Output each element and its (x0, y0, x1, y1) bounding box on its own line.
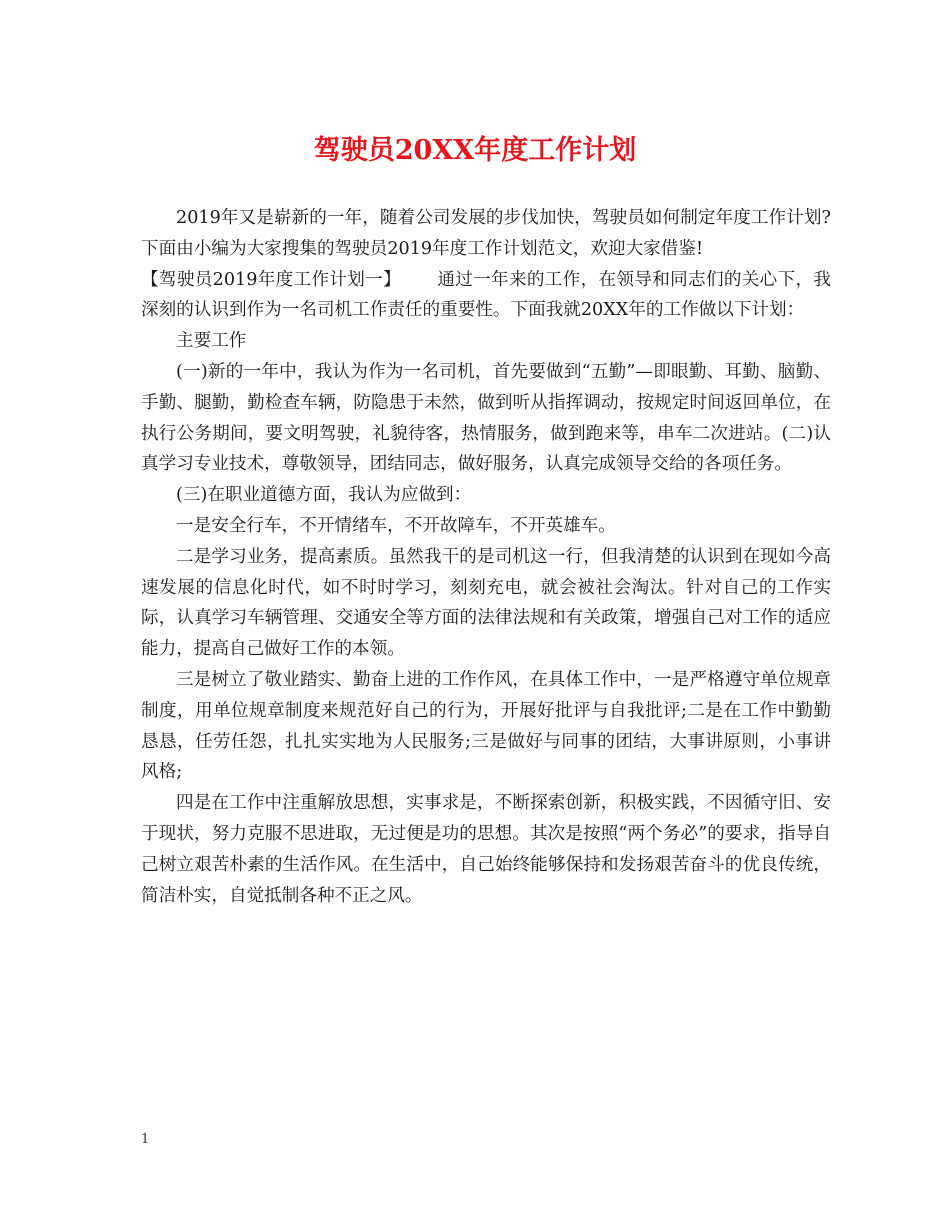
body-paragraph-1: (一)新的一年中，我认为作为一名司机，首先要做到“五勤”—即眼勤、耳勤、脑勤、手勤、腿勤，勤检查车辆，防隐患于未然，做到听从指挥调动，按规定时间返回单位，在执行公务期间，要文明驾驶，礼貌待客，热情服务，做到跑来等，串车二次进站。(二)认真学习专业技术，尊敬领导，团结同志，做好服务，认真完成领导交给的各项任务。 (141, 361, 831, 475)
body-paragraph-3: 一是安全行车，不开情绪车，不开故障车，不开英雄车。 (176, 515, 616, 536)
body-paragraph-5: 三是树立了敬业踏实、勤奋上进的工作作风，在具体工作中，一是严格遵守单位规章制度，用单位规章制度来规范好自己的行为，开展好批评与自我批评;二是在工作中勤勤恳恳，任劳任怨，扎扎实实地为人民服务;三是做好与同事的团结，大事讲原则，小事讲风格; (141, 669, 831, 783)
intro-paragraph: 2019年又是崭新的一年，随着公司发展的步伐加快，驾驶员如何制定年度工作计划?下面由小编为大家搜集的驾驶员2019年度工作计划范文，欢迎大家借鉴! (141, 208, 831, 259)
section-paragraph (141, 265, 831, 327)
page-number: 1 (141, 1132, 150, 1147)
section-opening: 通过一年来的工作，在领导和同志们的关心下，我深刻的认识到作为一名司机工作责任的重要性。下面我就20XX年的工作做以下计划： (141, 269, 831, 321)
body-paragraph-4: 二是学习业务，提高素质。虽然我干的是司机这一行，但我清楚的认识到在现如今高速发展的信息化时代，如不时时学习，刻刻充电，就会被社会淘汰。针对自己的工作实际，认真学习车辆管理、交通安全等方面的法律法规和有关政策，增强自己对工作的适应能力，提高自己做好工作的本领。 (141, 546, 831, 660)
document-body (141, 203, 831, 911)
body-paragraph-6: 四是在工作中注重解放思想，实事求是，不断探索创新，积极实践，不因循守旧、安于现状，努力克服不思进取，无过便是功的思想。其次是按照“两个务必”的要求，指导自己树立艰苦朴素的生活作风。在生活中，自己始终能够保持和发扬艰苦奋斗的优良传统，简洁朴实，自觉抵制各种不正之风。 (141, 793, 831, 906)
body-paragraph-2: (三)在职业道德方面，我认为应做到： (176, 485, 472, 506)
document-title: 驾驶员20XX年度工作计划 (313, 135, 637, 166)
main-work-label: 主要工作 (176, 331, 247, 352)
section-heading: 【驾驶员2019年度工作计划一】 (141, 269, 401, 290)
